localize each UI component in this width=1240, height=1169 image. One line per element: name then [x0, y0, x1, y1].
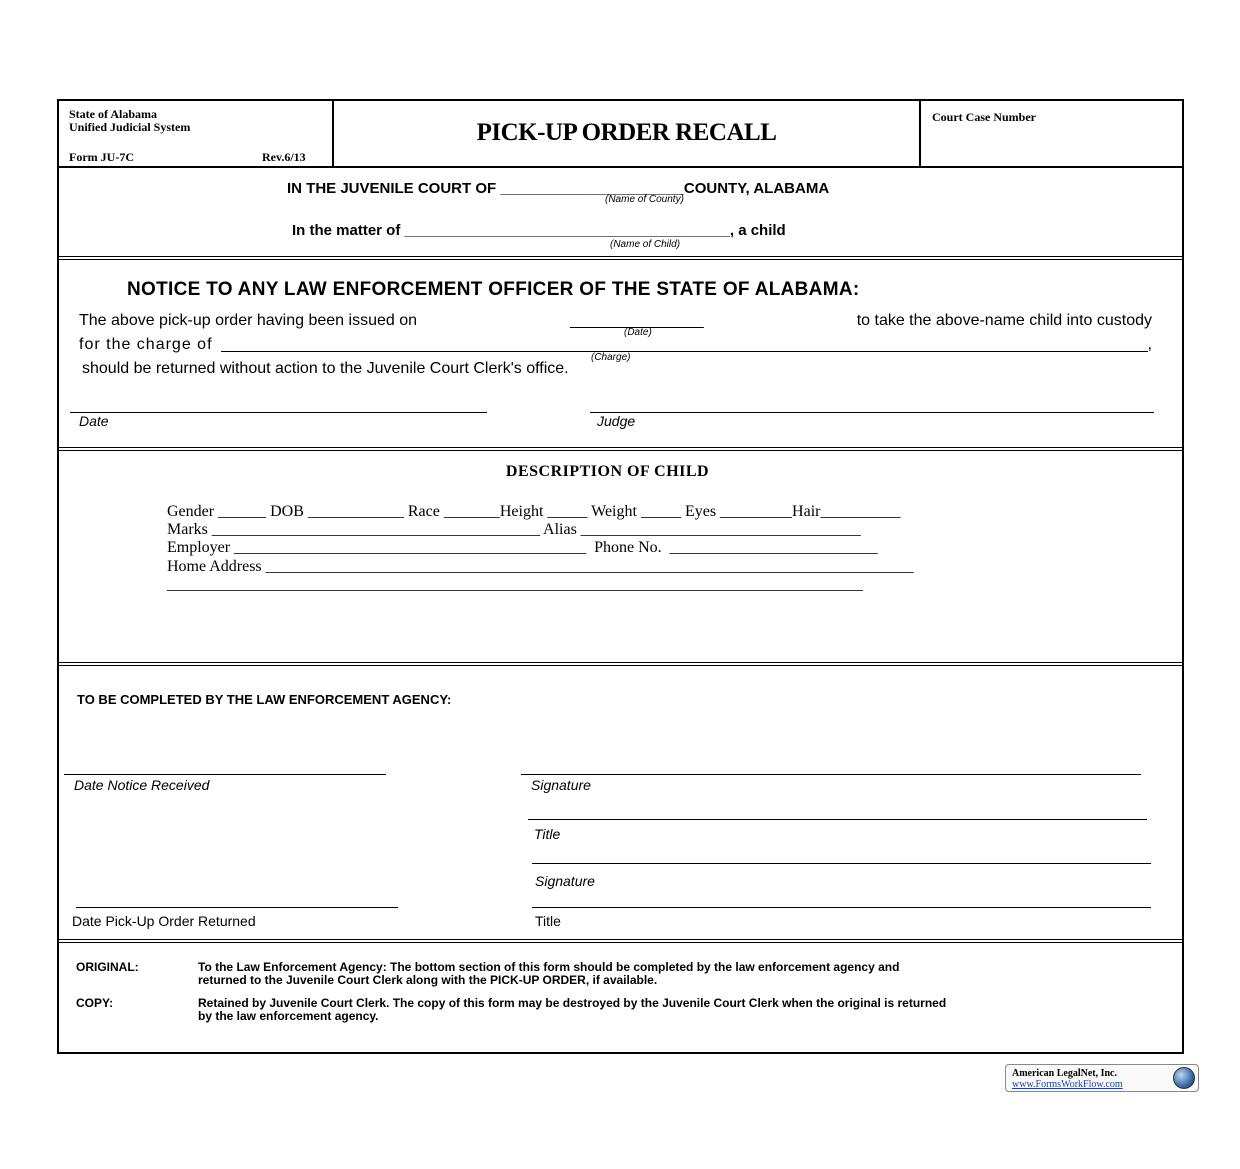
dob-label: DOB — [270, 503, 304, 520]
race-field[interactable]: _______ — [443, 503, 500, 520]
judge-signature-line[interactable] — [590, 412, 1154, 413]
description-row-4 — [167, 558, 914, 576]
notice-line-3: should be returned without action to the Juvenile Court Clerk's office. — [82, 360, 569, 377]
judicial-system: Unified Judicial System — [69, 120, 191, 134]
title-label-2: Title — [535, 913, 561, 929]
notice-custody-text: to take the above-name child into custody — [856, 312, 1152, 329]
title-line-2[interactable] — [532, 907, 1151, 908]
description-row-3 — [167, 539, 878, 557]
height-label: Height — [499, 503, 544, 520]
publisher-name: American LegalNet, Inc. — [1012, 1068, 1117, 1079]
notice-date-label: Date — [79, 413, 109, 429]
copy-label: COPY: — [76, 996, 114, 1010]
phone-field[interactable]: __________________________ — [669, 539, 878, 556]
eyes-field[interactable]: _________ — [720, 503, 793, 520]
description-row-1 — [167, 503, 900, 521]
original-text-2: returned to the Juvenile Court Clerk along with the PICK-UP ORDER, if available. — [198, 973, 658, 987]
alias-field[interactable]: ___________________________________ — [580, 521, 861, 538]
county-caption: (Name of County) — [605, 194, 684, 205]
dob-field[interactable]: ____________ — [307, 503, 404, 520]
employer-label: Employer — [167, 539, 231, 556]
court-prefix: IN THE JUVENILE COURT OF — [287, 180, 497, 197]
date-notice-received-line[interactable] — [64, 774, 386, 775]
form-number: Form JU-7C — [69, 150, 134, 164]
court-case-number-label: Court Case Number — [932, 110, 1036, 124]
county-name-field[interactable]: ______________________ — [500, 180, 684, 197]
globe-icon — [1173, 1067, 1195, 1089]
publisher-link[interactable]: www.FormsWorkFlow.com — [1012, 1079, 1123, 1090]
matter-suffix: , a child — [729, 222, 786, 239]
state-name: State of Alabama — [69, 107, 157, 121]
date-returned-label: Date Pick-Up Order Returned — [72, 913, 256, 929]
date-caption: (Date) — [624, 327, 652, 338]
signature-line-2[interactable] — [532, 863, 1151, 864]
court-line — [287, 180, 829, 197]
title-line-1[interactable] — [528, 819, 1147, 820]
form-frame — [57, 99, 1184, 1054]
agency-heading: TO BE COMPLETED BY THE LAW ENFORCEMENT AGENCY: — [77, 692, 452, 707]
description-heading: DESCRIPTION OF CHILD — [505, 463, 710, 480]
court-section-rule — [59, 256, 1182, 260]
form-revision: Rev.6/13 — [262, 150, 306, 164]
notice-heading: NOTICE TO ANY LAW ENFORCEMENT OFFICER OF THE STATE OF ALABAMA: — [127, 279, 860, 300]
copy-text-1: Retained by Juvenile Court Clerk. The copy of this form may be destroyed by the Juvenile Court Clerk when the original is returned — [198, 996, 947, 1010]
charge-prefix: for the charge of — [79, 336, 213, 353]
notice-issued-text: The above pick-up order having been issued on — [79, 312, 417, 329]
race-label: Race — [407, 503, 440, 520]
eyes-label: Eyes — [684, 503, 717, 520]
hair-label: Hair — [792, 503, 821, 520]
charge-comma: , — [1147, 336, 1152, 353]
marks-label: Marks — [167, 521, 208, 538]
form-title: PICK-UP ORDER RECALL — [476, 119, 777, 146]
date-notice-received-label: Date Notice Received — [74, 777, 210, 793]
weight-field[interactable]: _____ — [640, 503, 681, 520]
notice-date-line[interactable] — [70, 412, 487, 413]
copy-text-2: by the law enforcement agency. — [198, 1009, 379, 1023]
home-address-label: Home Address — [167, 558, 262, 575]
publisher-badge — [1005, 1064, 1199, 1092]
signature-label-2: Signature — [535, 873, 595, 889]
court-suffix: COUNTY, ALABAMA — [683, 180, 830, 197]
header-bottom-rule — [59, 166, 1182, 168]
description-row-2 — [167, 521, 861, 539]
gender-field[interactable]: ______ — [218, 503, 267, 520]
matter-prefix: In the matter of — [292, 222, 401, 239]
child-caption: (Name of Child) — [610, 239, 681, 250]
phone-label: Phone No. — [594, 539, 662, 556]
weight-label: Weight — [591, 503, 637, 520]
original-text-1: To the Law Enforcement Agency: The bottom section of this form should be completed by the law enforcement agency and — [198, 960, 900, 974]
notice-line-1 — [79, 312, 1152, 330]
date-returned-line[interactable] — [76, 907, 398, 908]
employer-field[interactable]: ____________________________________________ — [234, 539, 587, 556]
issue-date-field[interactable]: _______________ — [570, 312, 704, 329]
court-case-number-field[interactable] — [922, 125, 1182, 165]
alias-label: Alias — [543, 521, 577, 538]
height-field[interactable]: _____ — [547, 503, 588, 520]
charge-caption: (Charge) — [591, 352, 631, 363]
charge-field[interactable] — [221, 336, 1148, 352]
agency-section-rule — [59, 939, 1182, 943]
description-section-rule — [59, 662, 1182, 666]
signature-line-1[interactable] — [521, 774, 1141, 775]
notice-section-rule — [59, 447, 1182, 451]
home-address-field-2[interactable]: _______________________________________________________________________________________ — [167, 576, 863, 593]
judge-label: Judge — [597, 413, 636, 429]
hair-field[interactable]: __________ — [820, 503, 901, 520]
header-divider-right — [919, 101, 921, 167]
title-label-1: Title — [534, 826, 561, 842]
home-address-field[interactable]: _________________________________________________________________________________ — [265, 558, 914, 575]
matter-line — [292, 222, 786, 239]
marks-field[interactable]: _________________________________________ — [211, 521, 540, 538]
gender-label: Gender — [167, 503, 215, 520]
original-label: ORIGINAL: — [76, 960, 139, 974]
signature-label-1: Signature — [531, 777, 591, 793]
child-name-field[interactable]: _______________________________________ — [404, 222, 730, 239]
